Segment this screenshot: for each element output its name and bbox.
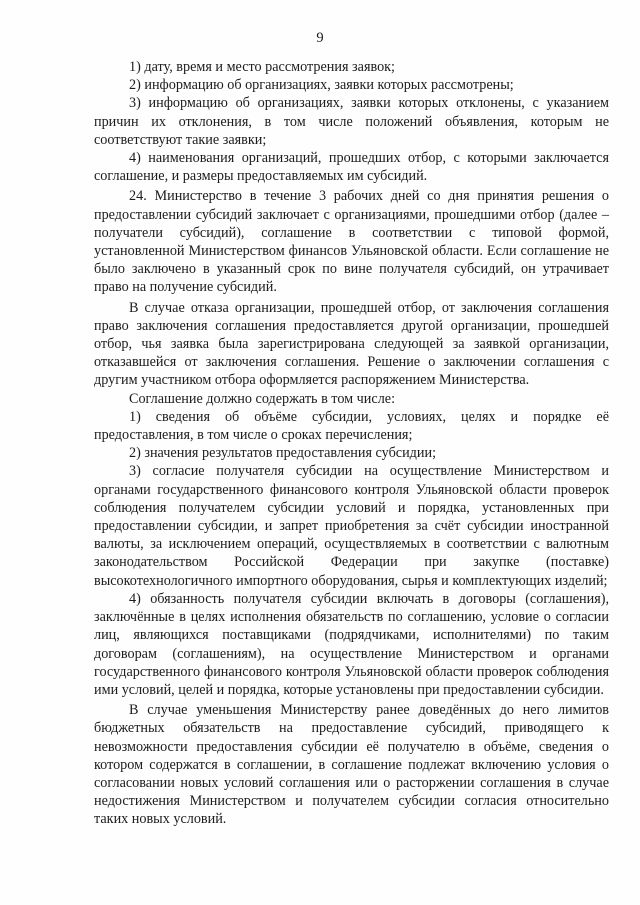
document-body <box>94 58 609 829</box>
paragraph-clause-24: 24. Министерство в течение 3 рабочих дней со дня принятия решения о предоставлении субсидий заключает с организациями, прошедшими отбор (далее – получатели субсидий), соглашение в соответствии с типовой формой, установленной Министерством финансов Ульяновской области. Если соглашение не было заключено в указанный срок по вине получателя субсидий, он утрачивает право на получение субсидий. <box>94 188 609 296</box>
paragraph-agreement-item-4: 4) обязанность получателя субсидии включать в договоры (соглашения), заключённые в целях исполнения обязательств по соглашению, условие о согласии лиц, являющихся поставщиками (подрядчиками, исполнителями) по таким договорам (соглашениям), на осуществление Министерством и органами государственного финансового контроля Ульяновской области проверок соблюдения ими условий, целей и порядка, которые установлены при предоставлении субсидии. <box>94 590 609 698</box>
paragraph-item-2: 2) информацию об организациях, заявки которых рассмотрены; <box>129 77 514 94</box>
paragraph-item-1: 1) дату, время и место рассмотрения заявок; <box>129 59 396 75</box>
paragraph-item-3: 3) информацию об организациях, заявки которых отклонены, с указанием причин их отклонения, в том числе положений объявления, которым не соответствуют такие заявки; <box>94 95 609 148</box>
paragraph-agreement-intro: Соглашение должно содержать в том числе: <box>129 390 396 407</box>
page-number: 9 <box>316 30 324 46</box>
paragraph-agreement-item-1: 1) сведения об объёме субсидии, условиях, целях и порядке её предоставления, в том числе о сроках перечисления; <box>94 408 609 444</box>
paragraph-item-4: 4) наименования организаций, прошедших отбор, с которыми заключается соглашение, и размеры предоставляемых им субсидий. <box>94 150 609 185</box>
paragraph-agreement-item-2: 2) значения результатов предоставления субсидии; <box>129 445 437 462</box>
paragraph-agreement-item-3: 3) согласие получателя субсидии на осуществление Министерством и органами государственного финансового контроля Ульяновской области проверок соблюдения получателем субсидии условий и порядка, установленных при предоставлении субсидии, и запрет приобретения за счёт субсидии иностранной валюты, за исключением операций, осуществляемых в соответствии с валютным законодательством Российской Федерации при закупке (поставке) высокотехнологичного импортного оборудования, сырья и комплектующих изделий; <box>94 463 609 589</box>
paragraph-refusal: В случае отказа организации, прошедшей отбор, от заключения соглашения право заключения соглашения предоставляется другой организации, прошедшей отбор, чья заявка была зарегистрирована следующей за заявкой организации, отказавшейся от заключения соглашения. Решение о заключении соглашения с другим участником отбора оформляется распоряжением Министерства. <box>94 299 609 389</box>
paragraph-limits-reduction: В случае уменьшения Министерству ранее доведённых до него лимитов бюджетных обязательств на предоставление субсидий, приводящего к невозможности предоставления субсидии её получателю в объёме, сведения о котором содержатся в соглашении, в соглашение подлежат включению условия о согласовании новых условий соглашения или о расторжении соглашения в случае недостижения Министерством и получателем субсидии согласия относительно таких новых условий. <box>94 702 609 828</box>
